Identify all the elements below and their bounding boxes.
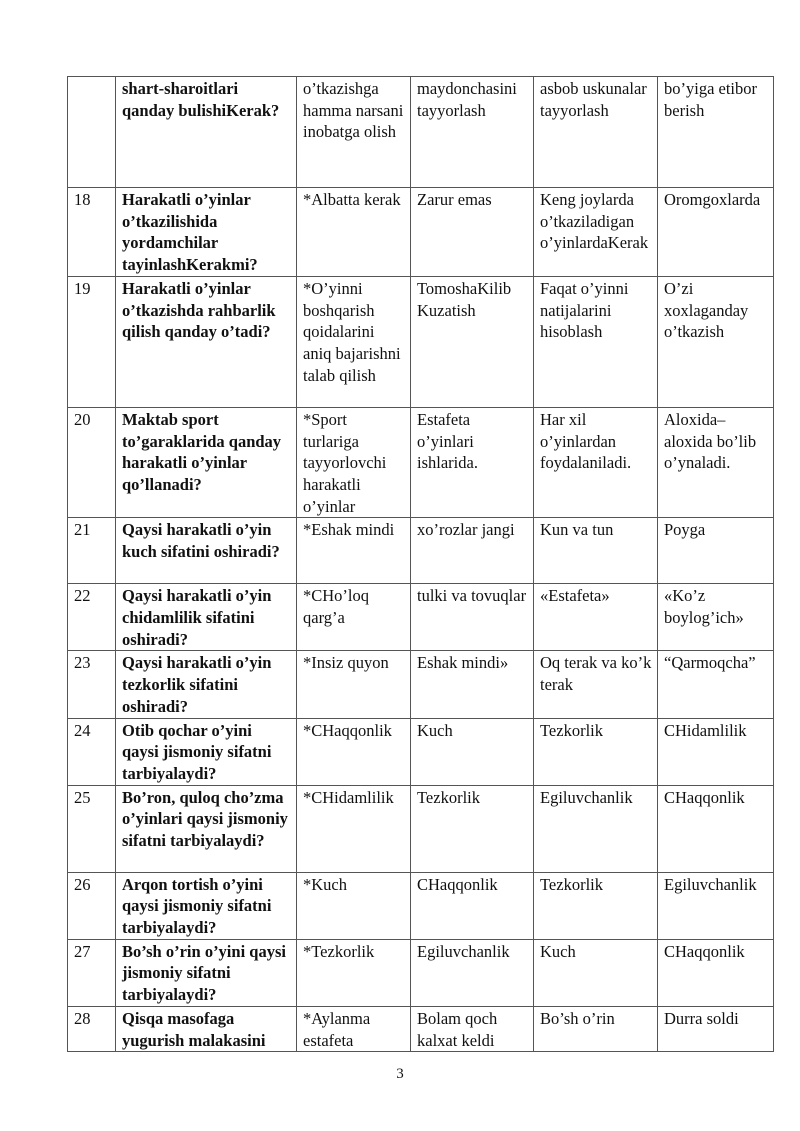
answer-correct: *O’yinni boshqarish qoidalarini aniq bajarishni talab qilish xyxy=(297,276,411,407)
question-number: 25 xyxy=(68,785,116,872)
question-text: Qaysi harakatli o’yin chidamlilik sifatini oshiradi? xyxy=(116,584,297,651)
answer-option-c: Bo’sh o’rin xyxy=(534,1006,658,1051)
answer-option-d: CHaqqonlik xyxy=(658,785,774,872)
answer-option-d: O’zi xoxlaganday o’tkazish xyxy=(658,276,774,407)
answer-correct: *Eshak mindi xyxy=(297,518,411,584)
answer-option-b: TomoshaKilib Kuzatish xyxy=(411,276,534,407)
question-text: shart-sharoitlari qanday bulishiKerak? xyxy=(116,77,297,188)
question-number: 23 xyxy=(68,651,116,718)
table-row xyxy=(68,872,774,939)
answer-correct: *Insiz quyon xyxy=(297,651,411,718)
answer-option-b: Estafeta o’yinlari ishlarida. xyxy=(411,407,534,518)
question-number: 19 xyxy=(68,276,116,407)
answer-option-b: xo’rozlar jangi xyxy=(411,518,534,584)
question-text: Bo’ron, quloq cho’zma o’yinlari qaysi jismoniy sifatni tarbiyalaydi? xyxy=(116,785,297,872)
answer-option-d: «Ko’z boylog’ich» xyxy=(658,584,774,651)
question-text: Otib qochar o’yini qaysi jismoniy sifatni tarbiyalaydi? xyxy=(116,718,297,785)
answer-option-d: CHidamlilik xyxy=(658,718,774,785)
question-text: Qisqa masofaga yugurish malakasini xyxy=(116,1006,297,1051)
question-text: Harakatli o’yinlar o’tkazishda rahbarlik qilish qanday o’tadi? xyxy=(116,276,297,407)
answer-option-b: Zarur emas xyxy=(411,188,534,277)
table-row xyxy=(68,718,774,785)
quiz-table xyxy=(67,76,774,1052)
answer-option-c: Kun va tun xyxy=(534,518,658,584)
page-number: 3 xyxy=(396,1066,404,1082)
answer-correct: *Tezkorlik xyxy=(297,939,411,1006)
question-number: 26 xyxy=(68,872,116,939)
question-number: 28 xyxy=(68,1006,116,1051)
table-row xyxy=(68,584,774,651)
question-number: 27 xyxy=(68,939,116,1006)
answer-option-c: Oq terak va ko’k terak xyxy=(534,651,658,718)
answer-option-b: Kuch xyxy=(411,718,534,785)
table-row xyxy=(68,939,774,1006)
answer-option-d: Poyga xyxy=(658,518,774,584)
answer-correct: *Sport turlariga tayyorlovchi harakatli o’yinlar xyxy=(297,407,411,518)
table-row xyxy=(68,77,774,188)
answer-option-d: CHaqqonlik xyxy=(658,939,774,1006)
question-text: Harakatli o’yinlar o’tkazilishida yordamchilar tayinlashKerakmi? xyxy=(116,188,297,277)
answer-correct: o’tkazishga hamma narsani inobatga olish xyxy=(297,77,411,188)
answer-correct: *CHidamlilik xyxy=(297,785,411,872)
table-row xyxy=(68,651,774,718)
answer-option-c: «Estafeta» xyxy=(534,584,658,651)
answer-option-c: Kuch xyxy=(534,939,658,1006)
answer-option-c: Har xil o’yinlardan foydalaniladi. xyxy=(534,407,658,518)
answer-correct: *CHaqqonlik xyxy=(297,718,411,785)
quiz-table-body xyxy=(68,77,774,1052)
answer-option-b: maydonchasini tayyorlash xyxy=(411,77,534,188)
answer-option-b: Eshak mindi» xyxy=(411,651,534,718)
answer-option-b: tulki va tovuqlar xyxy=(411,584,534,651)
answer-option-b: CHaqqonlik xyxy=(411,872,534,939)
table-row xyxy=(68,188,774,277)
table-row xyxy=(68,276,774,407)
answer-option-b: Bolam qoch kalxat keldi xyxy=(411,1006,534,1051)
question-text: Qaysi harakatli o’yin tezkorlik sifatini oshiradi? xyxy=(116,651,297,718)
answer-option-d: Aloxida– aloxida bo’lib o’ynaladi. xyxy=(658,407,774,518)
question-number xyxy=(68,77,116,188)
answer-option-c: Tezkorlik xyxy=(534,718,658,785)
answer-option-b: Egiluvchanlik xyxy=(411,939,534,1006)
question-number: 18 xyxy=(68,188,116,277)
question-number: 21 xyxy=(68,518,116,584)
answer-option-c: Egiluvchanlik xyxy=(534,785,658,872)
answer-correct: *Kuch xyxy=(297,872,411,939)
question-text: Bo’sh o’rin o’yini qaysi jismoniy sifatni tarbiyalaydi? xyxy=(116,939,297,1006)
answer-option-d: Durra soldi xyxy=(658,1006,774,1051)
answer-correct: *Albatta kerak xyxy=(297,188,411,277)
question-number: 20 xyxy=(68,407,116,518)
answer-option-d: “Qarmoqcha” xyxy=(658,651,774,718)
question-text: Maktab sport to’garaklarida qanday harakatli o’yinlar qo’llanadi? xyxy=(116,407,297,518)
answer-option-d: Oromgoxlarda xyxy=(658,188,774,277)
answer-option-d: Egiluvchanlik xyxy=(658,872,774,939)
answer-option-b: Tezkorlik xyxy=(411,785,534,872)
answer-option-d: bo’yiga etibor berish xyxy=(658,77,774,188)
answer-correct: *CHo’loq qarg’a xyxy=(297,584,411,651)
question-text: Arqon tortish o’yini qaysi jismoniy sifatni tarbiyalaydi? xyxy=(116,872,297,939)
table-row xyxy=(68,785,774,872)
answer-correct: *Aylanma estafeta xyxy=(297,1006,411,1051)
question-number: 24 xyxy=(68,718,116,785)
table-row xyxy=(68,1006,774,1051)
answer-option-c: Keng joylarda o’tkaziladigan o’yinlardaKerak xyxy=(534,188,658,277)
answer-option-c: asbob uskunalar tayyorlash xyxy=(534,77,658,188)
table-row xyxy=(68,518,774,584)
answer-option-c: Faqat o’yinni natijalarini hisoblash xyxy=(534,276,658,407)
question-number: 22 xyxy=(68,584,116,651)
question-text: Qaysi harakatli o’yin kuch sifatini oshiradi? xyxy=(116,518,297,584)
answer-option-c: Tezkorlik xyxy=(534,872,658,939)
table-row xyxy=(68,407,774,518)
